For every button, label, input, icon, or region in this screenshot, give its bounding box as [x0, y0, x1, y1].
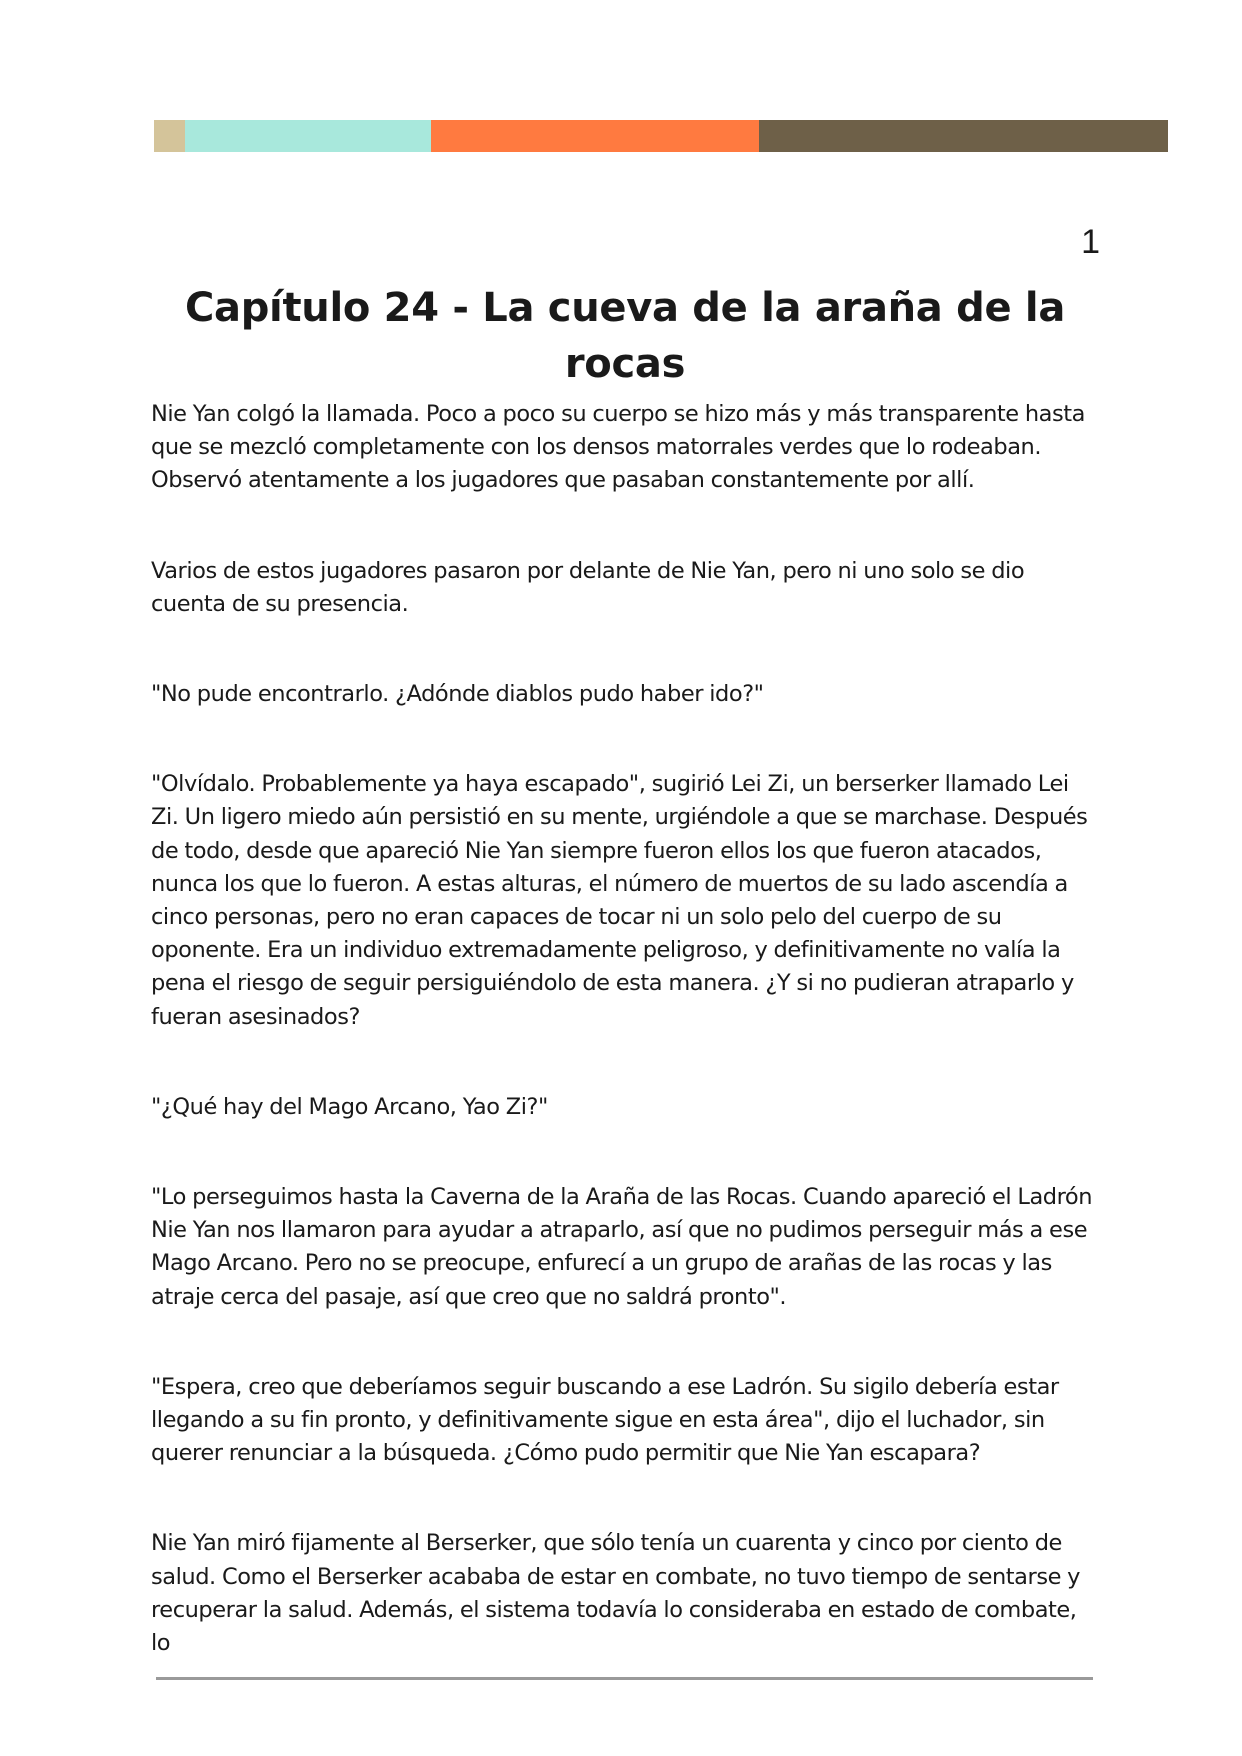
paragraph: "Lo perseguimos hasta la Caverna de la Araña de las Rocas. Cuando apareció el Ladrón Nie Yan nos llamaron para ayudar a atraparlo, así que no pudimos perseguir más a ese Mago Arcano. Pero no se preocupe, enfurecí a un grupo de arañas de las rocas y las atraje cerca del pasaje, así que creo que no saldrá pronto".: [151, 1184, 1093, 1310]
paragraph: Nie Yan colgó la llamada. Poco a poco su cuerpo se hizo más y más transparente hasta que se mezcló completamente con los densos matorrales verdes que lo rodeaban. Observó atentamente a los jugadores que pasaban constantemente por allí.: [151, 401, 1085, 494]
header-color-bar: [154, 120, 1168, 152]
color-bar-segment-orange: [431, 120, 759, 152]
footer-divider: [156, 1677, 1093, 1680]
paragraph: "¿Qué hay del Mago Arcano, Yao Zi?": [151, 1093, 548, 1120]
paragraph: "Olvídalo. Probablemente ya haya escapado", sugirió Lei Zi, un berserker llamado Lei Zi. Un ligero miedo aún persistió en su mente, urgiéndole a que se marchase. Después de todo, desde que apareció Nie Yan siempre fueron ellos los que fueron atacados, nunca los que lo fueron. A estas alturas, el número de muertos de su lado ascendía a cinco personas, pero no eran capaces de tocar ni un solo pelo del cuerpo de su oponente. Era un individuo extremadamente peligroso, y definitivamente no valía la pena el riesgo de seguir persiguiéndolo de esta manera. ¿Y si no pudieran atraparlo y fueran asesinados?: [151, 771, 1088, 1030]
paragraph: Varios de estos jugadores pasaron por delante de Nie Yan, pero ni uno solo se dio cuenta de su presencia.: [151, 557, 1025, 617]
paragraph: "No pude encontrarlo. ¿Adónde diablos pudo haber ido?": [151, 681, 764, 708]
paragraph: "Espera, creo que deberíamos seguir buscando a ese Ladrón. Su sigilo debería estar llegando a su fin pronto, y definitivamente sigue en esta área", dijo el luchador, sin querer renunciar a la búsqueda. ¿Cómo pudo permitir que Nie Yan escapara?: [151, 1373, 1059, 1467]
color-bar-segment-brown: [759, 120, 1168, 152]
paragraph: Nie Yan miró fijamente al Berserker, que sólo tenía un cuarenta y cinco por ciento de salud. Como el Berserker acababa de estar en combate, no tuvo tiempo de sentarse y recuperar la salud. Además, el sistema todavía lo consideraba en estado de combate, lo: [151, 1530, 1081, 1657]
color-bar-segment-mint: [185, 120, 431, 152]
chapter-title: Capítulo 24 - La cueva de la araña de la rocas: [184, 285, 1066, 387]
page-number: 1: [1081, 223, 1100, 261]
chapter-body: [151, 398, 1101, 1717]
color-bar-segment-tan: [154, 120, 185, 152]
